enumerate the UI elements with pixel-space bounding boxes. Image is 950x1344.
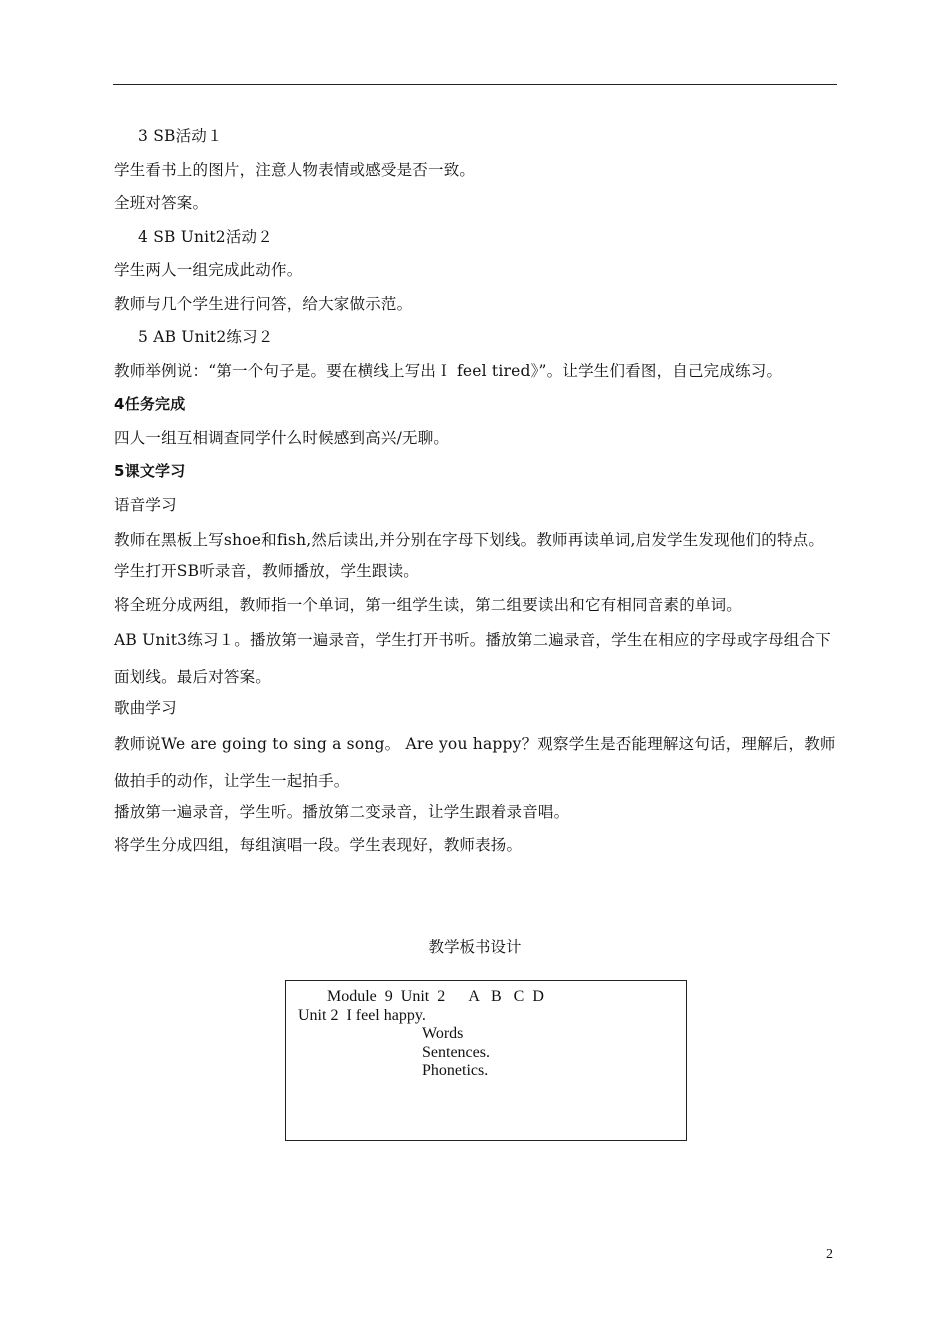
text-line: 学生打开SB听录音，教师播放，学生跟读。 [114, 562, 420, 580]
board-line-module: Module 9 Unit 2 A B C D [327, 988, 544, 1005]
text-line: 学生两人一组完成此动作。 [114, 261, 303, 279]
text-line: 3 SB活动１ [138, 127, 223, 145]
section-heading: 4任务完成 [114, 395, 186, 413]
text-line: 5 AB Unit2练习２ [138, 328, 274, 346]
document-body [114, 120, 838, 863]
page-number: 2 [826, 1247, 833, 1262]
text-line: 学生看书上的图片，注意人物表情或感受是否一致。 [114, 160, 476, 179]
text-line: 将全班分成两组，教师指一个单词，第一组学生读，第二组要读出和它有相同音素的单词。 [114, 595, 743, 614]
text-line: 语音学习 [114, 495, 177, 514]
board-item-sentences: Sentences. [422, 1044, 490, 1061]
text-line: 全班对答案。 [114, 194, 209, 212]
text-line: 播放第一遍录音，学生听。播放第二变录音，让学生跟着录音唱。 [114, 802, 570, 821]
board-design-box [285, 980, 687, 1141]
text-line: 歌曲学习 [114, 699, 177, 717]
text-line: 教师与几个学生进行问答，给大家做示范。 [114, 294, 413, 313]
text-line: 教师在黑板上写shoe和fish,然后读出,并分别在字母下划线。教师再读单词,启发学生发现他们的特点。 [114, 531, 825, 549]
board-item-phonetics: Phonetics. [422, 1062, 489, 1079]
text-line: 4 SB Unit2活动２ [138, 227, 273, 246]
header-rule [113, 84, 837, 85]
text-line: 将学生分成四组，每组演唱一段。学生表现好，教师表扬。 [114, 836, 523, 854]
text-line: AB Unit3练习１。播放第一遍录音，学生打开书听。播放第二遍录音，学生在相应的字母或字母组合下面划线。最后对答案。 [114, 631, 831, 686]
board-design-title: 教学板书设计 [428, 938, 522, 956]
text-line: 四人一组互相调查同学什么时候感到高兴/无聊。 [114, 428, 450, 447]
section-heading: 5课文学习 [114, 462, 186, 480]
text-line: 教师举例说：“第一个句子是。要在横线上写出Ｉ feel tired》”。让学生们看图，自己完成练习。 [114, 361, 783, 380]
board-item-words: Words [422, 1025, 464, 1042]
board-line-unit: Unit 2 I feel happy. [298, 1007, 426, 1024]
text-line: 教师说We are going to sing a song。 Are you happy？观察学生是否能理解这句话，理解后，教师做拍手的动作，让学生一起拍手。 [114, 734, 836, 790]
